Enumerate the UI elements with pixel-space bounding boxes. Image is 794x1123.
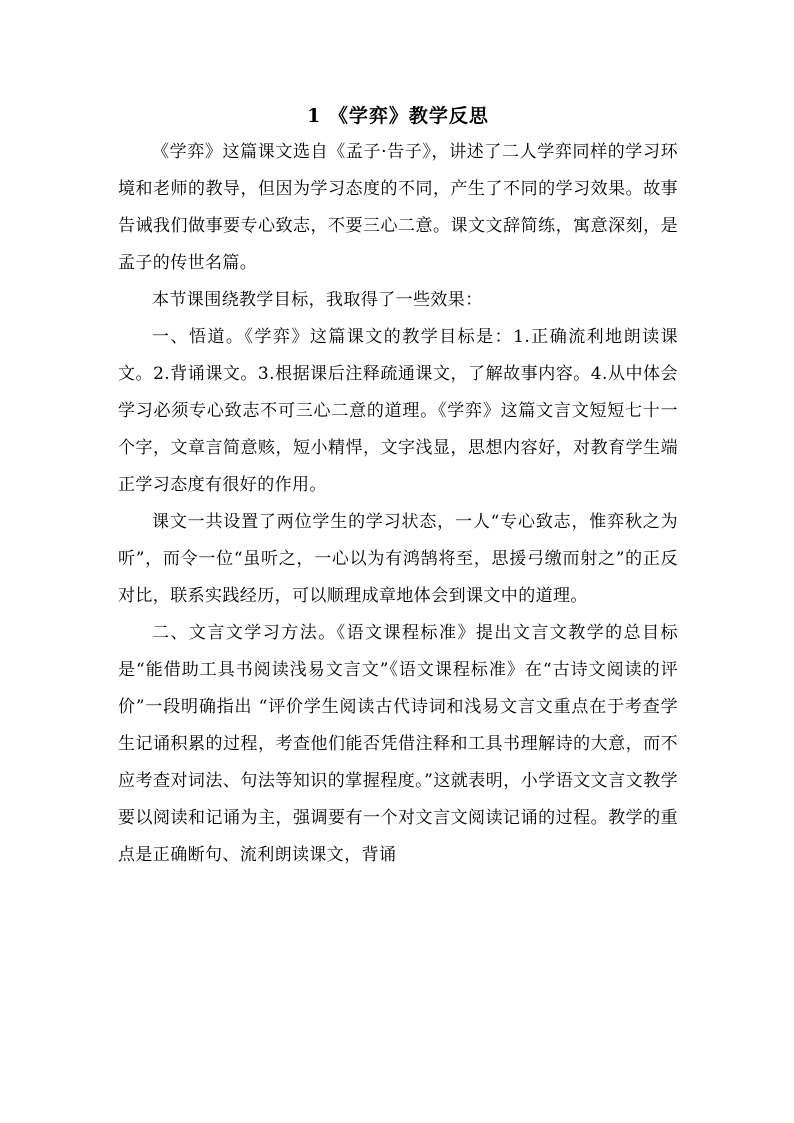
- paragraph-contrast: 课文一共设置了两位学生的学习状态，一人“专心致志，惟弈秋之为听”，而令一位“虽听之，一心以为有鸿鹄将至，思援弓缴而射之”的正反对比，联系实践经历，可以顺理成章地体会到课文中的道理。: [118, 512, 678, 606]
- paragraph-section-one: 一、悟道。《学弈》这篇课文的教学目标是：1.正确流利地朗读课文。2.背诵课文。3.根据课后注释疏通课文，了解故事内容。4.从中体会学习必须专心致志不可三心二意的道理。《学弈》这篇文言文短短七十一个字，文章言简意赅，短小精悍，文字浅显，思想内容好，对教育学生端正学习态度有很好的作用。: [118, 327, 678, 495]
- paragraph-section-two: 二、文言文学习方法。《语文课程标准》提出文言文教学的总目标是“能借助工具书阅读浅易文言文”《语文课程标准》在“古诗文阅读的评价”一段明确指出 “评价学生阅读古代诗词和浅易文言文重点在于考查学生记诵积累的过程，考查他们能否凭借注释和工具书理解诗的大意，而不应考查对词法、句法等知识的掌握程度。”这就表明，小学语文文言文教学要以阅读和记诵为主，强调要有一个对文言文阅读记诵的过程。教学的重点是正确断句、流利朗读课文，背诵: [118, 623, 678, 865]
- paragraph-intro: 《学弈》这篇课文选自《孟子·告子》，讲述了二人学弈同样的学习环境和老师的教导，但因为学习态度的不同，产生了不同的学习效果。故事告诫我们做事要专心致志，不要三心二意。课文文辞简练，寓意深刻，是孟子的传世名篇。: [118, 142, 678, 273]
- page-title: 1 《学弈》教学反思: [307, 105, 489, 127]
- document-page: [118, 98, 678, 874]
- paragraph-summary: 本节课围绕教学目标，我取得了一些效果：: [152, 290, 483, 310]
- document-body: [118, 134, 678, 874]
